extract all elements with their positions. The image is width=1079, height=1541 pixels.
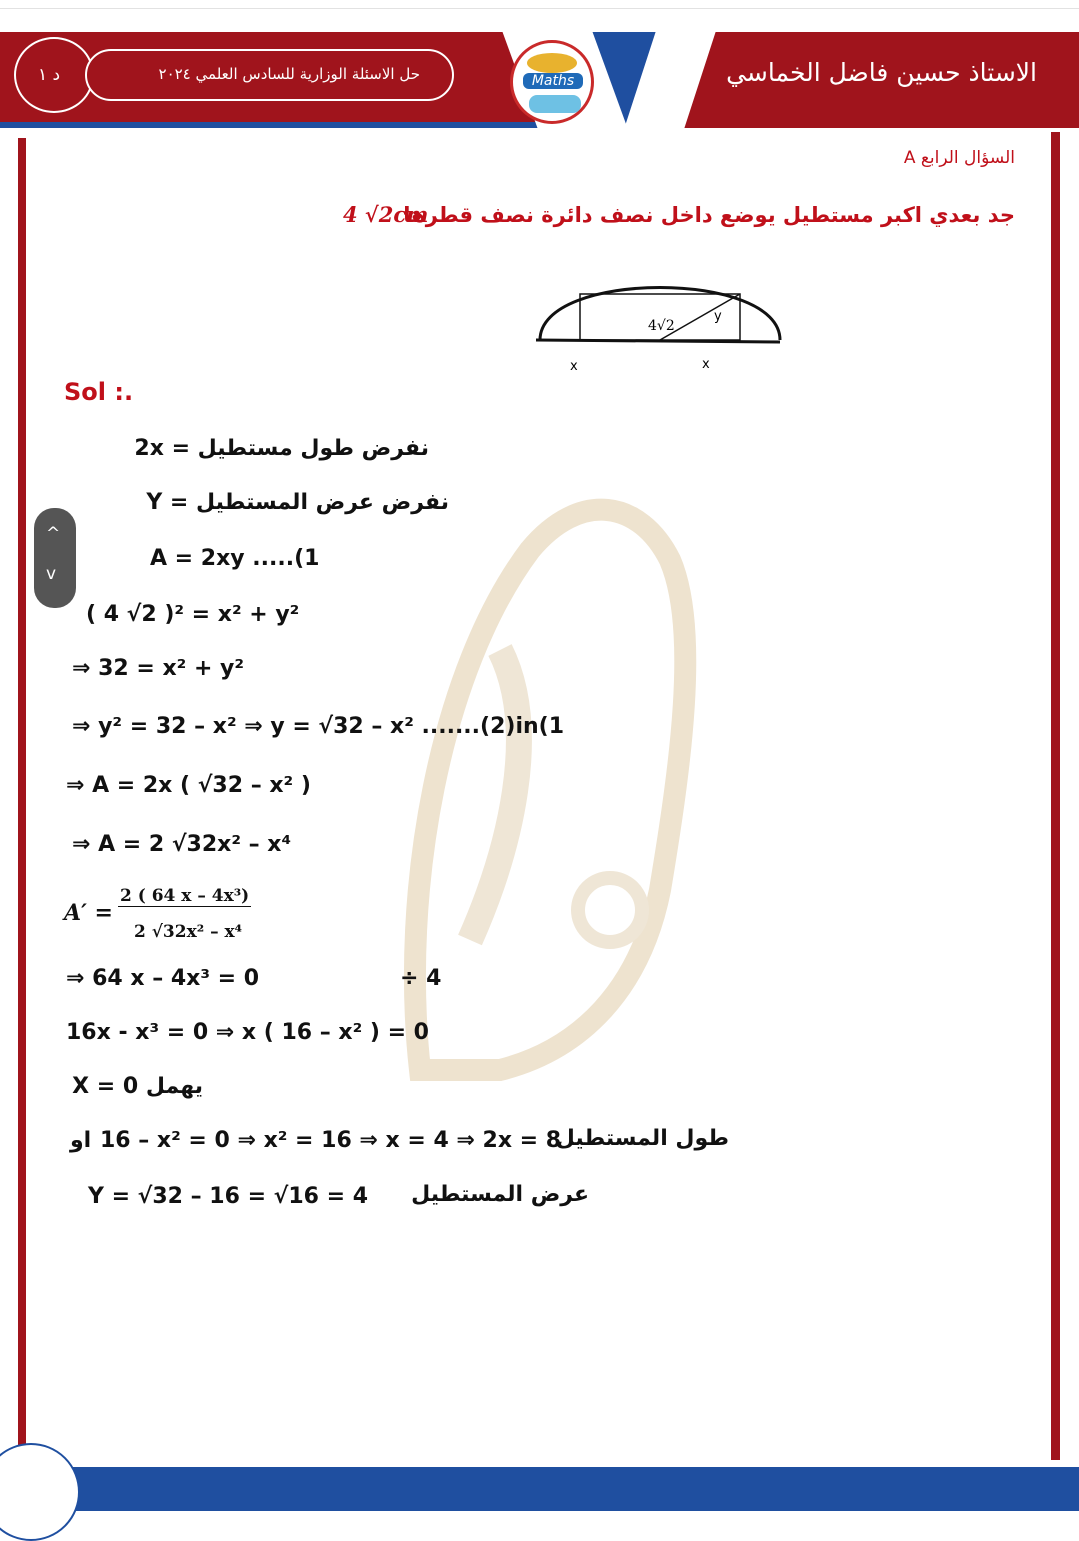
top-rule (0, 8, 1079, 9)
derivative-lhs: A′ = (64, 900, 113, 926)
teacher-name: الاستاذ حسين فاضل الخماسي (726, 58, 1037, 87)
question-text: جد بعدي اكبر مستطيل يوضع داخل نصف دائرة نصف قطرها (403, 203, 1015, 227)
scroll-up-icon[interactable]: ^ (46, 524, 61, 544)
y-label: y (714, 309, 722, 324)
calligraphy-watermark (380, 470, 710, 1090)
step-width: نفرض عرض المستطيل = Y (146, 490, 449, 515)
step-width-value: Y = √32 – 16 = √16 = 4 (88, 1184, 369, 1209)
semicircle-figure (530, 270, 790, 380)
step-simplify: ⇒ A = 2 √32x² – x⁴ (72, 832, 292, 857)
diag-label: 4√2 (648, 318, 675, 334)
step-reject-zero: X = 0 يهمل (72, 1074, 203, 1099)
derivative-denominator: 2 √32x² – x⁴ (134, 922, 243, 942)
step-y-solve: ⇒ y² = 32 – x² ⇒ y = √32 – x² .......(2)in(1 (72, 714, 565, 739)
logo-graphic (527, 53, 577, 73)
step-x-value: 16 – x² = 0 ⇒ x² = 16 ⇒ x = 4 ⇒ 2x = 8 (100, 1128, 562, 1153)
step-derivative-zero: ⇒ 64 x – 4x³ = 0 (66, 966, 260, 991)
x-left-label: x (570, 359, 578, 374)
question-label: السؤال الرابع A (903, 148, 1015, 168)
step-pythagoras: ( 4 √2 )² = x² + y² (86, 602, 300, 627)
document-title: حل الاسئلة الوزارية للسادس العلمي ٢٠٢٤ (158, 65, 420, 83)
page-number: د ١ (38, 65, 61, 85)
left-margin-bar (18, 138, 26, 1460)
derivative-numerator: 2 ( 64 x – 4x³) (120, 886, 250, 906)
right-margin-bar (1051, 132, 1060, 1460)
logo-subtext-band (529, 95, 581, 113)
maths-logo (510, 40, 594, 124)
step-length: نفرض طول مستطيل = 2x (134, 436, 429, 461)
step-32: ⇒ 32 = x² + y² (72, 656, 245, 681)
page-number-badge (14, 37, 94, 113)
step-substitute: ⇒ A = 2x ( √32 – x² ) (66, 773, 311, 798)
step-divide: ÷ 4 (400, 966, 442, 991)
sol-label: Sol :. (64, 378, 134, 406)
document-title-pill (85, 49, 454, 101)
width-label: عرض المستطيل (411, 1182, 589, 1207)
scroll-down-icon[interactable]: v (46, 564, 57, 584)
x-right-label: x (702, 357, 710, 372)
step-area: A = 2xy .....(1 (150, 546, 320, 571)
length-label: طول المستطيل (555, 1126, 729, 1151)
step-factor: 16x - x³ = 0 ⇒ x ( 16 – x² ) = 0 (66, 1020, 429, 1045)
page-scroll-control[interactable] (34, 508, 76, 608)
question-radius: 4 √2cm (343, 202, 429, 227)
footer-band (0, 1467, 1079, 1511)
step-or: او (70, 1128, 92, 1153)
footer-circle (0, 1443, 80, 1541)
logo-text: Maths (523, 73, 583, 89)
